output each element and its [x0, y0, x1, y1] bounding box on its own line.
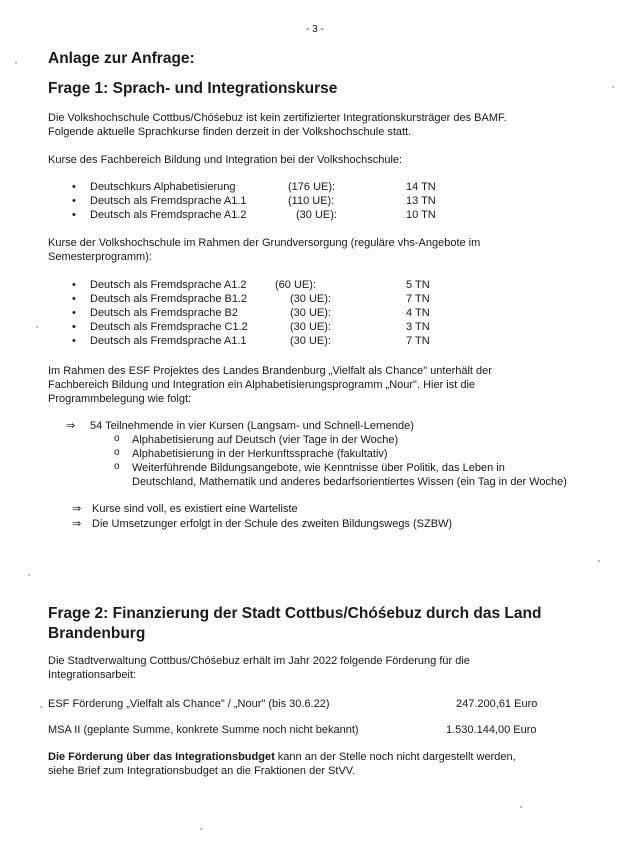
attachment-heading: Anlage zur Anfrage: — [48, 50, 195, 67]
funding-label: ESF Förderung „Vielfalt als Chance" / „Nour" (bis 30.6.22) — [48, 698, 330, 710]
section-a-tn: 13 TN — [406, 195, 436, 207]
arrow-right-icon: ⇒ — [72, 518, 82, 530]
section-b-ue: (30 UE): — [290, 307, 331, 319]
arrow-right-icon: ⇒ — [72, 503, 82, 515]
section-a-course: • Deutsch als Fremdsprache A1.2 — [90, 208, 247, 222]
funding-amount: 1.530.144,00 Euro — [446, 724, 537, 736]
scan-speck — [598, 560, 600, 562]
q1-intro-line-2: Folgende aktuelle Sprachkurse finden derzeit in der Volkshochschule statt. — [48, 126, 412, 138]
section-a-title: Kurse des Fachbereich Bildung und Integration bei der Volkshochschule: — [48, 154, 403, 166]
section-a-course: • Deutschkurs Alphabetisierung — [90, 180, 236, 194]
scan-speck — [15, 62, 17, 64]
sub-item: Weiterführende Bildungsangebote, wie Kenntnisse über Politik, das Leben in Deutschland, Mathematik und anderes bedarfsorientiertes Wissen (ein Tag in der Woche) — [132, 462, 567, 488]
section-b-tn: 3 TN — [406, 321, 430, 333]
q2-intro-line-1: Die Stadtverwaltung Cottbus/Chóśebuz erhält im Jahr 2022 folgende Förderung für die — [48, 655, 470, 667]
scan-speck — [36, 326, 38, 328]
scan-speck — [612, 86, 614, 88]
page-number: - 3 - — [306, 24, 324, 35]
closing-bold-text: Die Förderung über das Integrationsbudget — [48, 751, 275, 763]
arrow-item-participants: 54 Teilnehmende in vier Kursen (Langsam- und Schnell-Lernende) — [90, 420, 414, 432]
scan-speck — [28, 574, 30, 576]
section-b-title-line-2: Semesterprogramm): — [48, 251, 152, 263]
circle-bullet-icon: o — [114, 433, 120, 444]
q1-intro-line-1: Die Volkshochschule Cottbus/Chóśebuz ist kein zertifizierter Integrationskursträger des BAMF. — [48, 112, 507, 124]
arrow-item-waitlist: Kurse sind voll, es existiert eine Warteliste — [92, 503, 298, 515]
section-a-course: • Deutsch als Fremdsprache A1.1 — [90, 194, 247, 208]
section-b-course: • Deutsch als Fremdsprache B2 — [90, 306, 238, 320]
arrow-item-szbw: Die Umsetzunger erfolgt in der Schule des zweiten Bildungswegs (SZBW) — [92, 518, 453, 530]
scan-speck — [520, 806, 522, 808]
esf-paragraph-line-3: Programmbelegung wie folgt: — [48, 393, 192, 405]
closing-line-1 — [48, 750, 516, 764]
section-a-tn: 10 TN — [406, 209, 436, 221]
section-b-tn: 7 TN — [406, 293, 430, 305]
section-b-ue: (30 UE): — [290, 321, 331, 333]
section-a-tn: 14 TN — [406, 181, 436, 193]
section-b-tn: 5 TN — [406, 279, 430, 291]
circle-bullet-icon: o — [114, 461, 120, 472]
sub-item: Alphabetisierung auf Deutsch (vier Tage in der Woche) — [132, 434, 399, 446]
question-2-title: Frage 2: Finanzierung der Stadt Cottbus/Chóśebuz durch das Land Brandenburg — [48, 605, 542, 642]
section-b-ue: (30 UE): — [290, 335, 331, 347]
sub-item: Alphabetisierung in der Herkunftssprache (fakultativ) — [132, 448, 388, 460]
section-b-title-line-1: Kurse der Volkshochschule im Rahmen der Grundversorgung (reguläre vhs-Angebote im — [48, 237, 481, 249]
section-b-course: • Deutsch als Fremdsprache C1.2 — [90, 320, 248, 334]
esf-paragraph-line-1: Im Rahmen des ESF Projektes des Landes Brandenburg „Vielfalt als Chance" unterhält der — [48, 365, 492, 377]
circle-bullet-icon: o — [114, 447, 120, 458]
esf-paragraph-line-2: Fachbereich Bildung und Integration ein Alphabetisierungsprogramm „Nour". Hier ist die — [48, 379, 476, 391]
section-b-ue: (30 UE): — [290, 293, 331, 305]
section-a-ue: (176 UE): — [288, 181, 336, 193]
closing-line-2: siehe Brief zum Integrationsbudget an die Fraktionen der StVV. — [48, 765, 356, 777]
funding-label: MSA II (geplante Summe, konkrete Summe noch nicht bekannt) — [48, 724, 359, 736]
section-b-course: • Deutsch als Fremdsprache B1.2 — [90, 292, 247, 306]
closing-rest-text: kann an der Stelle noch nicht dargestellt werden, — [274, 751, 516, 763]
section-b-ue: (60 UE): — [275, 279, 316, 291]
section-b-tn: 4 TN — [406, 307, 430, 319]
section-b-course: • Deutsch als Fremdsprache A1.2 — [90, 278, 247, 292]
arrow-right-icon: ⇒ — [66, 420, 76, 432]
q2-intro-line-2: Integrationsarbeit: — [48, 669, 137, 681]
funding-amount: 247.200,61 Euro — [456, 698, 538, 710]
section-b-tn: 7 TN — [406, 335, 430, 347]
scan-speck — [200, 828, 202, 830]
section-a-ue: (30 UE): — [296, 209, 337, 221]
scan-speck — [40, 706, 42, 708]
section-b-course: • Deutsch als Fremdsprache A1.1 — [90, 334, 247, 348]
question-1-title: Frage 1: Sprach- und Integrationskurse — [48, 80, 338, 97]
section-a-ue: (110 UE): — [288, 195, 335, 207]
